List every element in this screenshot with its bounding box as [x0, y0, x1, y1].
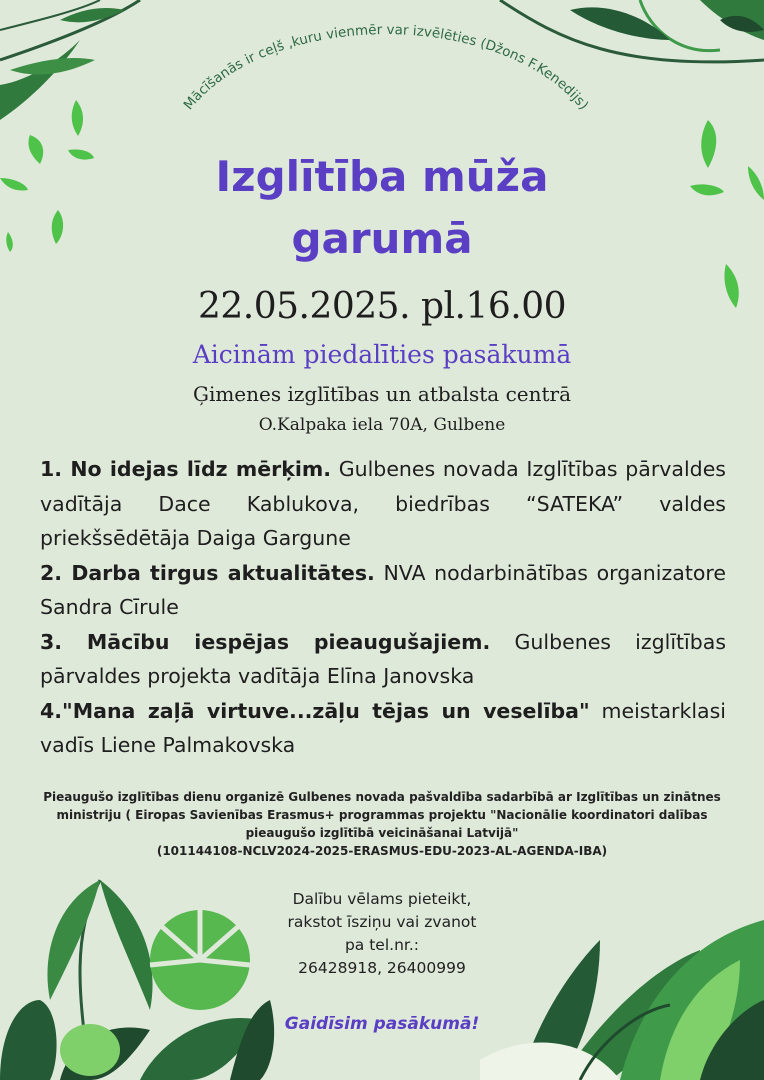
program-item-heading: 2. Darba tirgus aktualitātes. [40, 560, 375, 585]
contact-line: Dalību vēlams pieteikt, [292, 890, 472, 908]
program-item-text: NVA nodarbinātības organizatore Sandra Cīrule [40, 560, 726, 619]
program-item-text: meistarklasi vadīs Liene Palmakovska [40, 698, 726, 757]
organizer-line: Pieaugušo izglītības dienu organizē Gulbenes novada pašvaldība sadarbībā ar Izglītības un zinātnes [43, 790, 721, 804]
program-item [40, 625, 726, 694]
title-line-2: garumā [291, 214, 473, 263]
title-line-1: Izglītība mūža [215, 152, 549, 201]
phone-numbers: 26428918, 26400999 [298, 959, 466, 977]
closing-text: Gaidīsim pasākumā! [284, 1014, 480, 1034]
program-item-text: Gulbenes novada Izglītības pārvaldes vadītāja Dace Kablukova, biedrības “SATEKA” valdes priekšsēdētāja Daiga Gargune [40, 457, 726, 550]
program-item [40, 694, 726, 763]
contact-line: pa tel.nr.: [344, 936, 420, 954]
address-text: O.Kalpaka iela 70A, Gulbene [258, 415, 506, 435]
event-date: 22.05.2025. pl.16.00 [197, 286, 567, 327]
program-item [40, 452, 726, 556]
organizer-line: (101144108-NCLV2024-2025-ERASMUS-EDU-2023-AL-AGENDA-IBA) [156, 844, 608, 858]
contact-line: rakstot īsziņu vai zvanot [287, 913, 477, 931]
organizer-note [30, 788, 734, 860]
invite-text: Aicinām piedalīties pasākumā [192, 340, 572, 369]
program-item-heading: 4."Mana zaļā virtuve...zāļu tējas un veselība" [40, 698, 590, 723]
page-title [0, 146, 764, 270]
quote-text: Mācīšanās ir ceļš ,kuru vienmēr var izvēlēties (Džons F.Kenedijs) [180, 22, 592, 114]
program-list [40, 452, 726, 763]
program-item-text: Gulbenes izglītības pārvaldes projekta vadītāja Elīna Janovska [40, 629, 726, 688]
organizer-line: ministriju ( Eiropas Savienības Erasmus+ programmas projektu "Nacionālie koordinatori dalības [56, 808, 708, 822]
program-item-heading: 1. No idejas līdz mērķim. [40, 457, 332, 481]
contact-info [232, 888, 532, 980]
organizer-line: pieaugušo izglītībā veicināšanai Latvijā" [245, 826, 519, 840]
program-item [40, 556, 726, 625]
program-item-heading: 3. Mācību iespējas pieaugušajiem. [40, 629, 491, 654]
venue-text: Ģimenes izglītības un atbalsta centrā [192, 382, 572, 406]
